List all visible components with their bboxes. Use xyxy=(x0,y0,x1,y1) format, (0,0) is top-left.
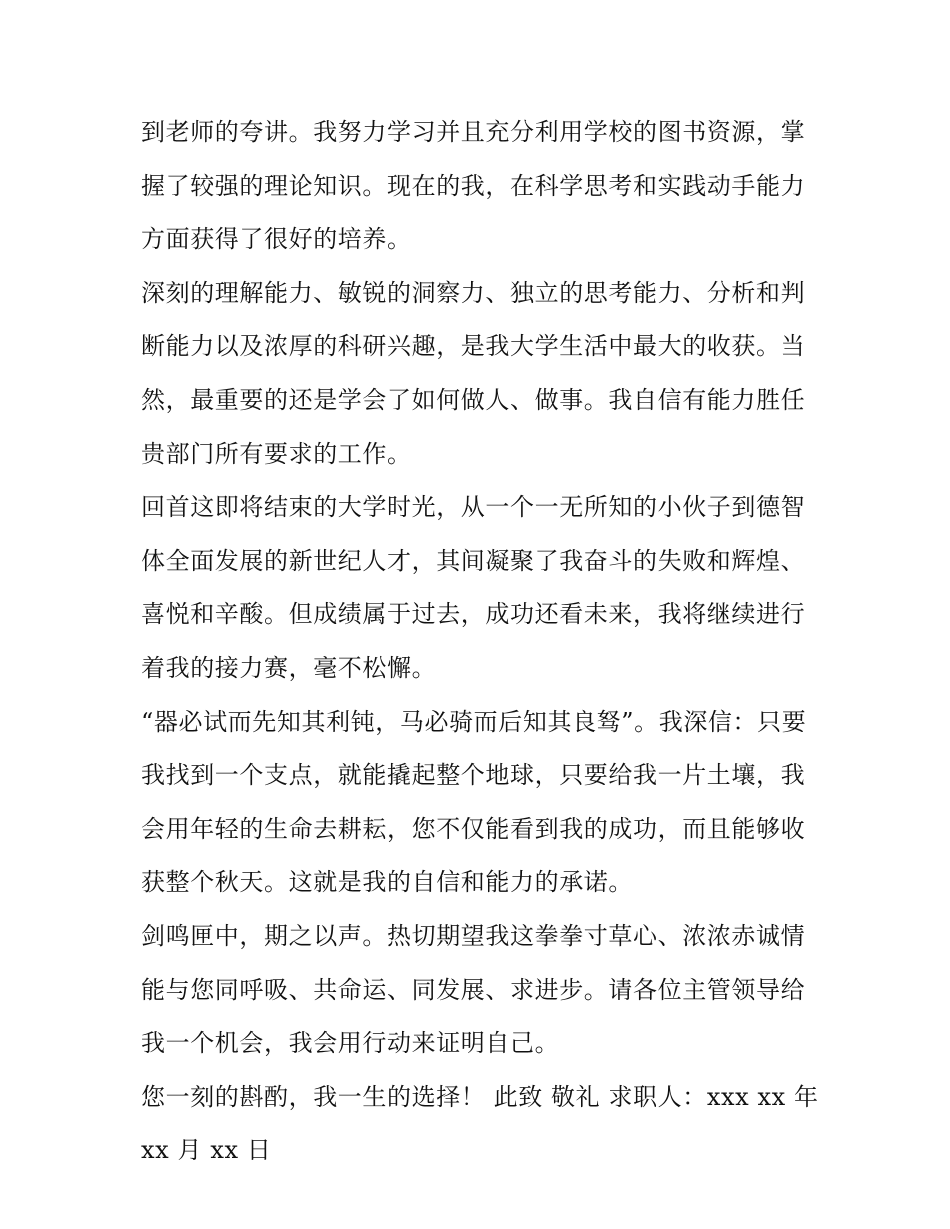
text-line: 会用年轻的生命去耕耘，您不仅能看到我的成功，而且能够收 xyxy=(141,814,806,843)
text-line: xx 月 xx 日 xyxy=(141,1136,272,1165)
text-line: 能与您同呼吸、共命运、同发展、求进步。请各位主管领导给 xyxy=(141,975,806,1004)
text-line: 深刻的理解能力、敏锐的洞察力、独立的思考能力、分析和判 xyxy=(141,278,806,307)
text-line: 获整个秋天。这就是我的自信和能力的承诺。 xyxy=(141,868,633,897)
text-line: 握了较强的理论知识。现在的我，在科学思考和实践动手能力 xyxy=(141,171,806,200)
text-line: 回首这即将结束的大学时光，从一个一无所知的小伙子到德智 xyxy=(141,493,806,522)
text-line: 然，最重要的还是学会了如何做人、做事。我自信有能力胜任 xyxy=(141,385,806,414)
text-line: 贵部门所有要求的工作。 xyxy=(141,439,412,468)
text-line: “器必试而先知其利钝，马必骑而后知其良驽”。我深信：只要 xyxy=(141,707,807,736)
text-line: 到老师的夸讲。我努力学习并且充分利用学校的图书资源，掌 xyxy=(141,118,806,146)
text-line: 我找到一个支点，就能撬起整个地球，只要给我一片土壤，我 xyxy=(141,761,806,790)
text-line: 我一个机会，我会用行动来证明自己。 xyxy=(141,1029,560,1058)
text-line: 断能力以及浓厚的科研兴趣，是我大学生活中最大的收获。当 xyxy=(141,332,806,361)
text-line: 剑鸣匣中，期之以声。热切期望我这拳拳寸草心、浓浓赤诚情 xyxy=(141,921,806,950)
text-line: 体全面发展的新世纪人才，其间凝聚了我奋斗的失败和辉煌、 xyxy=(141,546,806,575)
text-line: 您一刻的斟酌，我一生的选择！ 此致 敬礼 求职人：xxx xx 年 xyxy=(141,1082,819,1111)
letter-body xyxy=(141,106,821,1178)
text-line: 着我的接力赛，毫不松懈。 xyxy=(141,653,437,682)
text-line: 方面获得了很好的培养。 xyxy=(141,225,412,254)
text-line: 喜悦和辛酸。但成绩属于过去，成功还看未来，我将继续进行 xyxy=(141,600,806,629)
